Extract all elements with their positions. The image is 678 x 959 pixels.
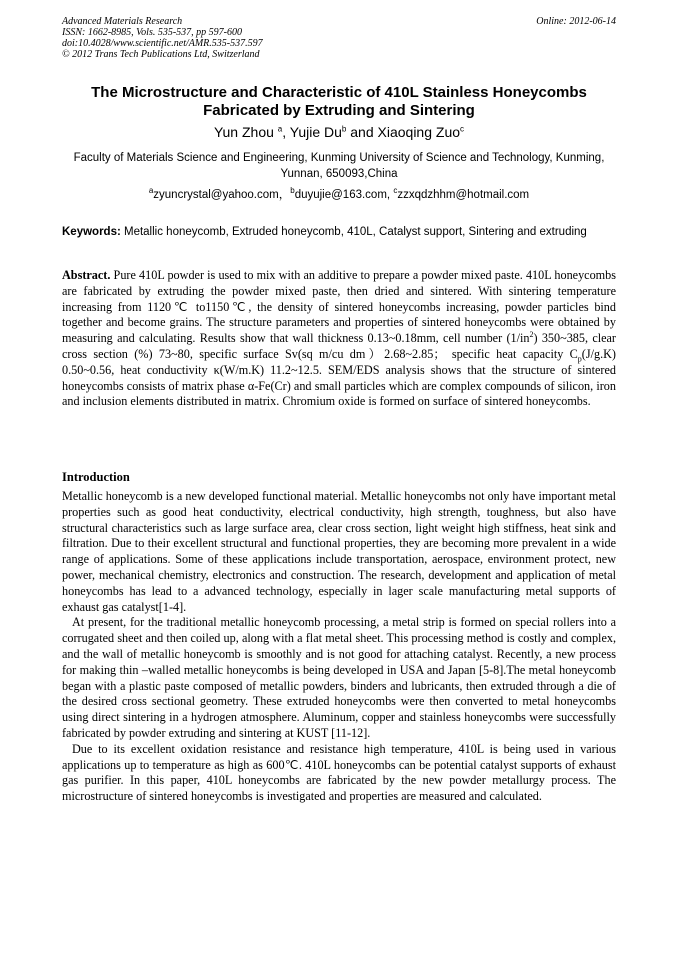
author-separator: , [282, 124, 290, 140]
author-list [62, 124, 616, 141]
email-mark: a [148, 186, 154, 196]
email-address: zzxqdzhhm@hotmail.com [397, 189, 530, 201]
journal-header [62, 16, 616, 60]
email-mark: c [393, 186, 398, 196]
paper-title: The Microstructure and Characteristic of 410L Stainless Honeycombs Fabricated by Extruding and Sintering [91, 84, 587, 119]
affiliation: Faculty of Materials Science and Engineering, Kunming University of Science and Technology, Kunming, Yunnan, 650093,China [73, 152, 605, 180]
issn-line: ISSN: 1662-8985, Vols. 535-537, pp 597-600 [62, 27, 242, 38]
copyright-line: © 2012 Trans Tech Publications Ltd, Switzerland [62, 49, 260, 60]
keywords-label: Keywords: [62, 226, 121, 238]
introduction-heading: Introduction [62, 470, 130, 484]
abstract-text: Pure 410L powder is used to mix with an additive to prepare a powder mixed paste. 410L honeycombs are fabricated by extruding the powder mixed paste, then dried and sintered. With sintering temperature increasing from 1120℃ to1150℃, the density of sintered honeycombs increasing, powder particles bind together and become grains. The structure parameters and properties of sintered honeycombs were obtained by measuring and calculating. Results show that wall thickness 0.13~0.18mm, cell number (1/in [62, 268, 616, 346]
abstract-subscript: p [577, 354, 582, 364]
author-affiliation-mark: b [341, 124, 347, 134]
intro-paragraph-3: Due to its excellent oxidation resistance and resistance high temperature, 410L is being used in various applications up to temperature as high as 600℃. 410L honeycombs can be potential catalyst supports of exhaust gas purifier. In this paper, 410L honeycombs are fabricated by the new powder metallurgy process. The microstructure of sintered honeycombs is investigated and properties are measured and calculated. [62, 741, 616, 804]
author-name: Xiaoqing Zuo [377, 124, 461, 140]
intro-paragraph-1: Metallic honeycomb is a new developed functional material. Metallic honeycombs not only have important metal properties such as good heat conductivity, electrical conductivity, high strength, toughness, but also have structural characteristics such as large surface area, clear cross section, light weight high stiffness, heat sink and filtration. Due to their excellent structural and functional properties, they are becoming more prevalent in a wide range of applications. Some of these applications include transportation, aerospace, environment protect, new power, mechanical chemistry, electronics and construction. The research, development and application of metal honeycombs has lead to a advanced technology, especially in lager scale manufacturing metal supports of exhaust gas catalyst[1-4]. [62, 489, 616, 614]
author-name: Yun Zhou [213, 124, 278, 140]
abstract-label: Abstract. [62, 268, 111, 282]
introduction-section [62, 489, 616, 805]
abstract-text: ) 350~385, clear cross section (%) 73~80, specific surface Sv(sq m/cu dm）2.68~2.85； specific heat capacity C [62, 331, 616, 361]
author-separator: and [346, 124, 378, 140]
online-date: Online: 2012-06-14 [536, 16, 616, 27]
author-affiliation-mark: c [460, 124, 465, 134]
journal-name: Advanced Materials Research [62, 16, 183, 27]
keywords-text: Metallic honeycomb, Extruded honeycomb, 410L, Catalyst support, Sintering and extruding [120, 226, 587, 238]
doi-line: doi:10.4028/www.scientific.net/AMR.535-537.597 [62, 38, 263, 49]
email-address: duyujie@163.com, [294, 189, 394, 201]
author-emails [62, 188, 616, 202]
abstract-superscript: 2 [529, 330, 534, 340]
author-name: Yujie Du [289, 124, 342, 140]
abstract-section [62, 268, 616, 410]
intro-paragraph-2: At present, for the traditional metallic honeycomb processing, a metal strip is formed on special rollers into a corrugated sheet and then coiled up, along with a flat metal sheet. This processing method is costly and complex, and the wall of metallic honeycomb is smoothly and is not good for attaching catalyst. Recently, a new process for making thin –walled metallic honeycombs is being developed in USA and Japan [5-8].The metal honeycomb began with a plastic paste composed of metallic powders, binders and lubricants, then extruded through a die of the desired cross sectional geometry. These extruded honeycombs were then converted to metal honeycombs using direct sintering in a hydrogen atmosphere. Aluminum, copper and stainless honeycombs were successfully fabricated by powder extruding and sintering at KUST [11-12]. [62, 615, 616, 740]
email-address: zyuncrystal@yahoo.com， [153, 189, 291, 201]
email-mark: b [290, 186, 295, 196]
keywords-section [62, 224, 616, 240]
abstract-text: (J/g.K) 0.50~0.56, heat conductivity κ(W/m.K) 11.2~12.5. SEM/EDS analysis shows that the structure of sintered honeycombs consists of matrix phase α-Fe(Cr) and small particles which are complex compounds of silicon, iron and inclusion elements distributed in matrix. Chromium oxide is formed on surface of sintered honeycombs. [62, 346, 616, 409]
author-affiliation-mark: a [277, 124, 283, 134]
abstract-paragraph [62, 268, 616, 410]
